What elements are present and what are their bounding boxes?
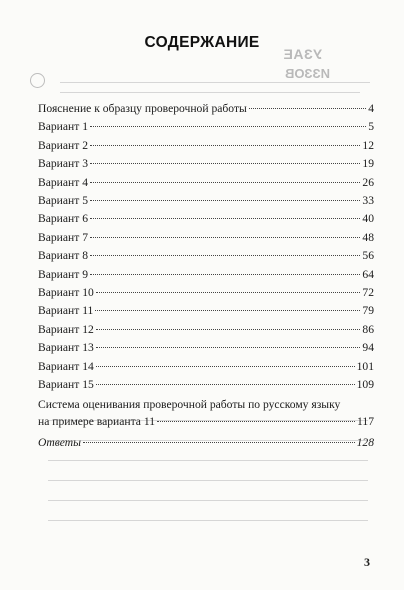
page-number: 3 <box>364 555 370 569</box>
leader-dots <box>96 383 355 385</box>
toc-row[interactable] <box>38 192 374 210</box>
toc-row-label: Вариант 10 <box>38 286 94 299</box>
toc-row-page: 5 <box>368 120 374 134</box>
toc-row-label: Вариант 13 <box>38 341 94 355</box>
leader-dots <box>95 309 360 311</box>
toc-row-label: Вариант 4 <box>38 175 88 189</box>
toc-row-label: Вариант 14 <box>38 359 94 373</box>
leader-dots <box>90 125 366 127</box>
toc-row-label: Вариант 1 <box>38 120 88 134</box>
toc-row[interactable] <box>38 284 374 302</box>
toc-row-page: 40 <box>362 212 374 226</box>
toc-row[interactable] <box>38 321 374 339</box>
toc-row-label: Вариант 6 <box>38 212 88 226</box>
toc-row[interactable] <box>38 229 374 247</box>
page-title: СОДЕРЖАНИЕ <box>144 34 260 51</box>
toc-row-page: 79 <box>362 304 374 318</box>
toc-row[interactable] <box>38 210 374 228</box>
leader-dots <box>96 365 355 367</box>
bleed-through-subheading: ИЗЗОВ <box>285 66 330 81</box>
leader-dots <box>90 217 360 219</box>
toc-row-second-line <box>38 413 374 430</box>
toc-row-page: 48 <box>362 230 374 244</box>
toc-row-label: Ответы <box>38 436 81 449</box>
leader-dots <box>90 162 360 164</box>
toc-row-label: Вариант 7 <box>38 230 88 244</box>
toc-row-label: Вариант 11 <box>38 304 94 318</box>
leader-dots <box>96 346 361 348</box>
leader-dots <box>83 441 355 443</box>
leader-dots <box>96 291 361 293</box>
bleed-through-line <box>60 82 370 83</box>
toc-row-label: Вариант 15 <box>38 378 94 391</box>
leader-dots <box>90 273 360 275</box>
toc-row[interactable] <box>38 358 374 376</box>
bleed-through-line <box>48 500 368 501</box>
toc-row[interactable] <box>38 155 374 173</box>
toc-row-page: 72 <box>362 286 374 299</box>
toc-row-label: Вариант 3 <box>38 157 88 171</box>
toc-row-page: 26 <box>362 175 374 189</box>
toc-row-page: 19 <box>362 157 374 171</box>
toc-row-page: 94 <box>362 341 374 355</box>
toc-row-page: 86 <box>362 322 374 336</box>
toc-row-page: 128 <box>356 436 374 449</box>
toc-row-label: Вариант 12 <box>38 322 94 336</box>
toc-row-label: Вариант 9 <box>38 267 88 281</box>
toc-row-page: 33 <box>362 194 374 207</box>
toc-row-label-continued: на примере варианта 11 <box>38 415 156 428</box>
toc-row-label: Вариант 2 <box>38 138 88 152</box>
toc-row-answers[interactable] <box>38 434 374 452</box>
leader-dots <box>90 181 360 183</box>
toc-row-page: 56 <box>362 249 374 263</box>
toc-row-page: 117 <box>357 415 374 428</box>
toc-row-label: Пояснение к образцу проверочной работы <box>38 102 247 115</box>
toc-row[interactable] <box>38 174 374 192</box>
leader-dots <box>90 144 360 146</box>
toc-row[interactable] <box>38 118 374 136</box>
bleed-through-heading: УЗАЕ <box>283 46 322 62</box>
leader-dots <box>249 107 366 109</box>
bleed-through-circle <box>30 73 45 88</box>
toc-row[interactable] <box>38 100 374 118</box>
leader-dots <box>96 328 361 330</box>
toc-row[interactable] <box>38 376 374 394</box>
toc-row-page: 4 <box>368 102 374 115</box>
toc-row[interactable] <box>38 247 374 265</box>
toc-row-grading[interactable] <box>38 396 374 430</box>
toc-row-label: Вариант 8 <box>38 249 88 263</box>
bleed-through-line <box>48 520 368 521</box>
toc-row-page: 12 <box>362 138 374 152</box>
leader-dots <box>90 254 360 256</box>
toc-row-page: 109 <box>356 378 374 391</box>
leader-dots <box>90 236 360 238</box>
toc-row-label: Система оценивания проверочной работы по русскому языку <box>38 398 341 411</box>
bleed-through-line <box>48 480 368 481</box>
toc-row-label: Вариант 5 <box>38 194 88 207</box>
bleed-through-line <box>48 460 368 461</box>
toc-row[interactable] <box>38 339 374 357</box>
leader-dots <box>157 420 355 422</box>
bleed-through-line <box>60 92 360 93</box>
toc-row[interactable] <box>38 266 374 284</box>
toc-row[interactable] <box>38 302 374 320</box>
toc-row[interactable] <box>38 137 374 155</box>
leader-dots <box>90 199 360 201</box>
toc-row-page: 101 <box>356 359 374 373</box>
toc-row-page: 64 <box>362 267 374 281</box>
